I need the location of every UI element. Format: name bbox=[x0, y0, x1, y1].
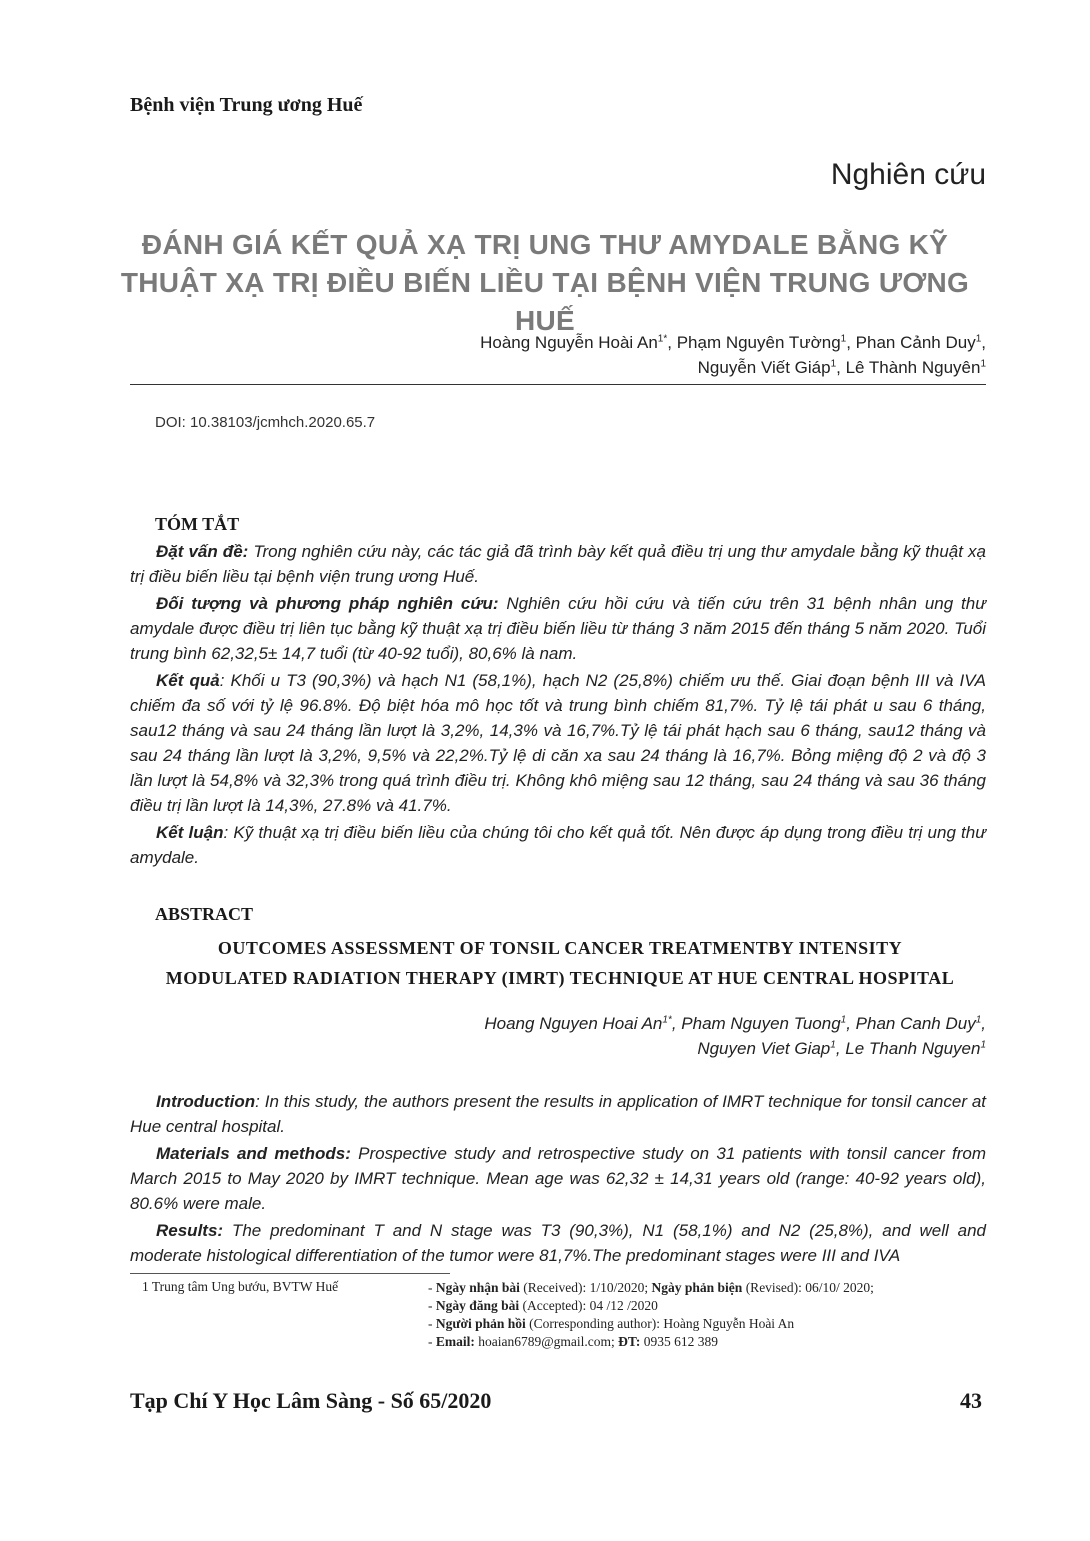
authors-en-line-1 bbox=[484, 1011, 986, 1036]
separator: , bbox=[981, 1014, 986, 1033]
abstract-paragraph: Materials and methods: Prospective study and retrospective study on 31 patients with tonsil cancer from March 2015 to May 2020 by IMRT technique. Mean age was 62,32 ± 14,31 years old (range: 40-92 years old), 80.6% were male. bbox=[130, 1144, 987, 1213]
section-label: Nghiên cứu bbox=[830, 158, 986, 191]
authors-en-line-2 bbox=[484, 1036, 986, 1061]
separator: , bbox=[981, 333, 986, 352]
author-name: Hoàng Nguyễn Hoài An bbox=[480, 333, 658, 352]
abstract-paragraph: Results: The predominant T and N stage was T3 (90,3%), N1 (58,1%) and N2 (25,8%), and well and moderate histological differentiation of the tumor were 81,7%.The predominant stages were III and IVA bbox=[130, 1221, 986, 1265]
article-metadata bbox=[428, 1279, 874, 1351]
affiliation-mark: 1 bbox=[980, 358, 986, 370]
authors-line-2 bbox=[480, 355, 986, 380]
header-rule bbox=[130, 384, 986, 385]
affiliation-mark: 1* bbox=[662, 1014, 672, 1026]
affiliation-mark: 1 bbox=[975, 1014, 982, 1026]
title-line-2: THUẬT XẠ TRỊ ĐIỀU BIẾN LIỀU TẠI BỆNH VIỆN TRUNG ƯƠNG HUẾ bbox=[120, 267, 970, 336]
english-title-line-2: MODULATED RADIATION THERAPY (IMRT) TECHNIQUE AT HUE CENTRAL HOSPITAL bbox=[165, 968, 955, 988]
affiliation-footnote: 1 Trung tâm Ung bướu, BVTW Huế bbox=[142, 1279, 339, 1294]
summary-paragraph: Kết luận: Kỹ thuật xạ trị điều biến liều của chúng tôi cho kết quả tốt. Nên được áp dụng trong điều trị ung thư amydale. bbox=[130, 823, 987, 867]
summary-body bbox=[130, 539, 986, 870]
summary-paragraph: Đối tượng và phương pháp nghiên cứu: Nghiên cứu hồi cứu và tiến cứu trên 31 bệnh nhân ung thư amydale được điều trị liên tục bằng kỹ thuật xạ trị điều biến liều từ tháng 3 năm 2015 đến tháng 5 năm 2020. Tuổi trung bình 62,32,5± 14,7 tuổi (từ 40-92 tuổi), 80,6% là nam. bbox=[130, 594, 986, 663]
doi[interactable]: DOI: 10.38103/jcmhch.2020.65.7 bbox=[155, 414, 376, 431]
affiliation-mark: 1 bbox=[830, 1039, 836, 1051]
english-title bbox=[100, 933, 1020, 993]
footnote-rule bbox=[130, 1273, 450, 1274]
author-name: , Lê Thành Nguyên bbox=[836, 358, 981, 377]
author-name: , Pham Nguyen Tuong bbox=[671, 1014, 841, 1033]
summary-paragraph: Kết quả: Khối u T3 (90,3%) và hạch N1 (58,1%), hạch N2 (25,8%) chiếm ưu thế. Giai đoạn bệnh III và IVA chiếm đa số với tỷ lệ 96.8%. Độ biệt hóa mô học tốt và trung bình chiếm 81,7%. Tỷ lệ tái phát u sau 6 tháng, sau12 tháng và sau 24 tháng lần lượt là 3,2%, 14,3% và 16,7%.Tỷ lệ tái phát hạch sau 6 tháng, sau12 tháng và sau 24 tháng lần lượt là 3,2%, 9,5% và 22,2%.Tỷ lệ di căn xa sau 24 tháng là 16,7%. Bỏng miệng độ 2 và độ 3 lần lượt là 54,8% và 32,3% trong quá trình điều trị. Không khô miệng sau 12 tháng, sau 24 tháng và sau 36 tháng điều trị lần lượt là 14,3%, 27.8% và 41.7%. bbox=[130, 671, 986, 815]
english-title-line-1: OUTCOMES ASSESSMENT OF TONSIL CANCER TREATMENTBY INTENSITY bbox=[217, 938, 903, 958]
summary-heading: TÓM TẮT bbox=[155, 514, 240, 534]
affiliation-mark: 1 bbox=[840, 1014, 847, 1026]
author-name: , Le Thanh Nguyen bbox=[835, 1039, 981, 1058]
page-number: 43 bbox=[960, 1388, 982, 1413]
abstract-heading: ABSTRACT bbox=[155, 904, 254, 924]
affiliation-mark: 1 bbox=[975, 333, 982, 345]
journal-footer: Tạp Chí Y Học Lâm Sàng - Số 65/2020 bbox=[130, 1388, 492, 1413]
author-name: , Phạm Nguyên Tường bbox=[667, 333, 841, 352]
author-name: , Phan Canh Duy bbox=[846, 1014, 976, 1033]
abstract-paragraph: Introduction: In this study, the authors present the results in application of IMRT technique for tonsil cancer at Hue central hospital. bbox=[130, 1092, 986, 1136]
dates-line: - Ngày nhận bài (Received): 1/10/2020; Ngày phản biện (Revised): 06/10/ 2020; bbox=[428, 1280, 874, 1295]
author-name: Nguyen Viet Giap bbox=[697, 1039, 831, 1058]
author-name: , Phan Cảnh Duy bbox=[846, 333, 976, 352]
title-line-1: ĐÁNH GIÁ KẾT QUẢ XẠ TRỊ UNG THƯ AMYDALE BẰNG KỸ bbox=[141, 229, 949, 260]
affiliation-mark: 1 bbox=[830, 358, 837, 370]
affiliation-mark: 1 bbox=[840, 333, 847, 345]
email-link[interactable]: hoaian6789@gmail.com; bbox=[474, 1334, 619, 1349]
affiliation-mark: 1* bbox=[657, 333, 668, 345]
article-title bbox=[100, 226, 990, 340]
accepted-line: - Ngày đăng bài (Accepted): 04 /12 /2020 bbox=[428, 1298, 658, 1313]
affiliation-mark: 1 bbox=[980, 1039, 986, 1051]
contact-line: - Email: hoaian6789@gmail.com; ĐT: 0935 612 389 bbox=[428, 1334, 719, 1349]
corresponding-line: - Người phản hồi (Corresponding author): Hoàng Nguyễn Hoài An bbox=[428, 1316, 795, 1331]
authors-line-1 bbox=[480, 330, 986, 355]
abstract-body bbox=[130, 1089, 986, 1268]
summary-paragraph: Đặt vấn đề: Trong nghiên cứu này, các tác giả đã trình bày kết quả điều trị ung thư amydale bằng kỹ thuật xạ trị điều biến liều tại bệnh viện trung ương Huế. bbox=[130, 542, 986, 586]
authors-vietnamese bbox=[480, 330, 986, 380]
author-name: Hoang Nguyen Hoai An bbox=[484, 1014, 663, 1033]
author-name: Nguyễn Viết Giáp bbox=[697, 358, 831, 377]
running-head: Bệnh viện Trung ương Huế bbox=[130, 94, 363, 116]
authors-english bbox=[484, 1011, 986, 1061]
